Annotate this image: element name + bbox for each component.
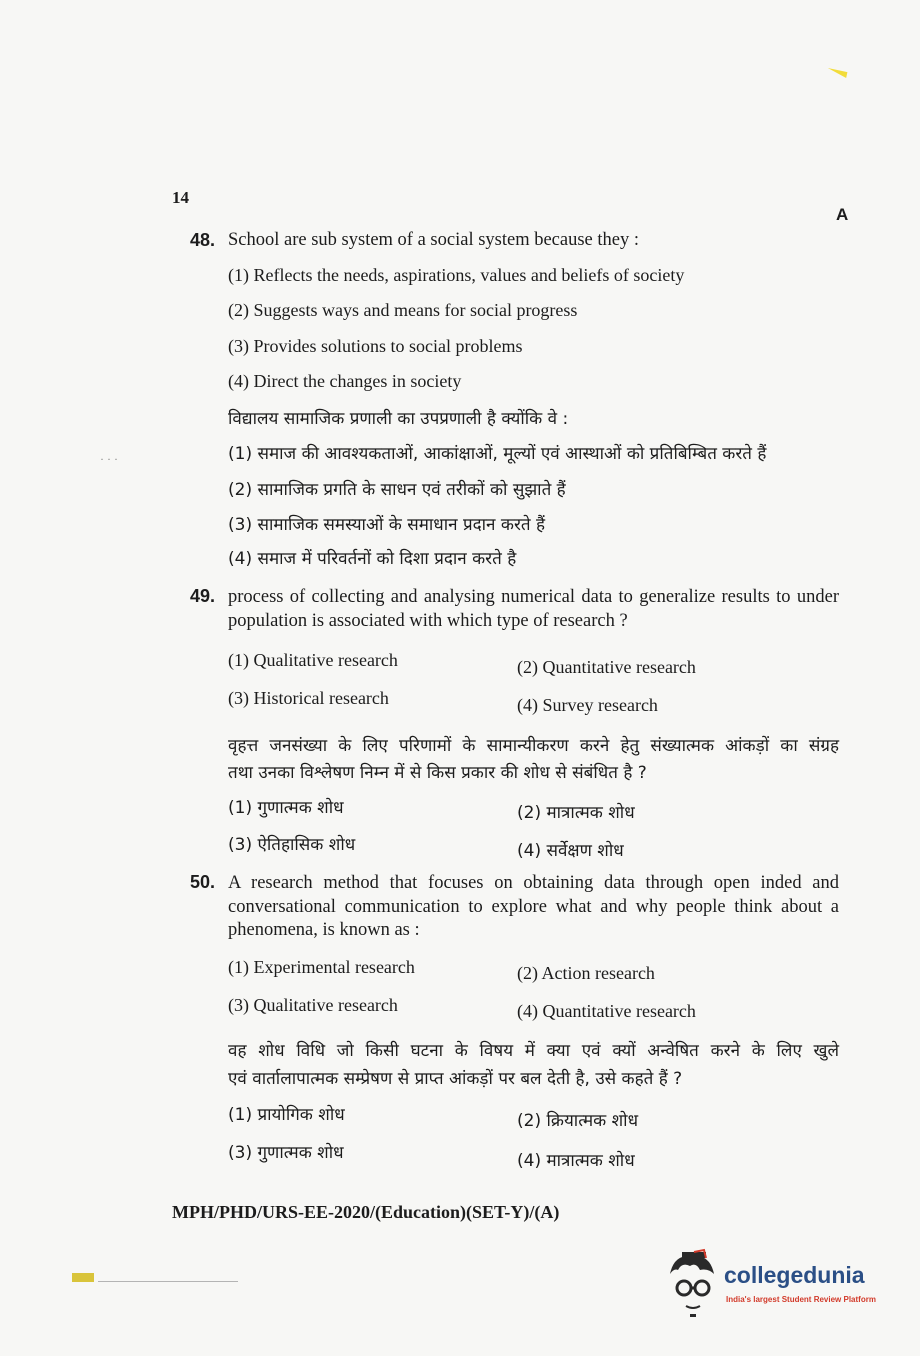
option-1-en: (1) Qualitative research — [228, 650, 398, 670]
corner-highlight-mark — [827, 68, 848, 78]
option-4-en: (4) Survey research — [517, 695, 658, 715]
collegedunia-tagline: India's largest Student Review Platform — [726, 1295, 876, 1304]
option-3-en: (3) Provides solutions to social problems — [228, 336, 523, 356]
option-4-hi: (4) सर्वेक्षण शोध — [517, 841, 624, 861]
option-3-hi: (3) गुणात्मक शोध — [228, 1143, 344, 1163]
question-number: 49. — [190, 586, 216, 606]
option-1-hi: (1) समाज की आवश्यकताओं, आकांक्षाओं, मूल्यों एवं आस्थाओं को प्रतिबिम्बित करते हैं — [228, 444, 767, 464]
question-number: 50. — [190, 872, 216, 892]
scan-specks: · · · — [100, 452, 118, 466]
option-2-en: (2) Suggests ways and means for social progress — [228, 300, 578, 320]
option-3-hi: (3) सामाजिक समस्याओं के समाधान प्रदान करते हैं — [228, 515, 546, 535]
option-1-hi: (1) गुणात्मक शोध — [228, 798, 344, 818]
option-3-hi: (3) ऐतिहासिक शोध — [228, 835, 356, 855]
question-stem-hi-line-1: वृहत्त जनसंख्या के लिए परिणामों के सामान्यीकरण करने हेतु संख्यात्मक आंकड़ों का संग्रह — [228, 736, 839, 756]
set-letter: A — [836, 205, 849, 224]
question-stem-en-line-2: conversational communication to explore what and why people think about a — [228, 897, 839, 917]
option-4-en: (4) Direct the changes in society — [228, 371, 462, 391]
question-stem-hi-line-2: तथा उनका विश्लेषण निम्न में से किस प्रकार की शोध से संबंधित है ? — [228, 763, 647, 783]
option-2-hi: (2) मात्रात्मक शोध — [517, 803, 635, 823]
option-2-en: (2) Action research — [517, 963, 655, 983]
option-1-en: (1) Experimental research — [228, 957, 415, 977]
collegedunia-logo: collegedunia — [724, 1262, 865, 1288]
scan-line — [98, 1281, 238, 1282]
option-2-hi: (2) सामाजिक प्रगति के साधन एवं तरीकों को सुझाते हैं — [228, 480, 566, 500]
collegedunia-mascot-icon — [660, 1248, 724, 1320]
option-4-hi: (4) मात्रात्मक शोध — [517, 1151, 635, 1171]
option-4-hi: (4) समाज में परिवर्तनों को दिशा प्रदान करते है — [228, 549, 517, 569]
option-1-hi: (1) प्रायोगिक शोध — [228, 1105, 345, 1125]
question-stem-en-line-3: phenomena, is known as : — [228, 920, 420, 940]
option-2-en: (2) Quantitative research — [517, 657, 696, 677]
question-stem-en-line-1: process of collecting and analysing numerical data to generalize results to under — [228, 587, 839, 607]
question-stem-hi-line-2: एवं वार्तालापात्मक सम्प्रेषण से प्राप्त आंकड़ों पर बल देती है, उसे कहते हैं ? — [228, 1069, 683, 1089]
page-number: 14 — [172, 188, 189, 207]
yellow-marker-tick — [72, 1273, 94, 1282]
option-2-hi: (2) क्रियात्मक शोध — [517, 1111, 639, 1131]
option-3-en: (3) Historical research — [228, 688, 389, 708]
question-number: 48. — [190, 230, 216, 250]
question-stem-en-line-1: A research method that focuses on obtaining data through open inded and — [228, 873, 839, 893]
option-4-en: (4) Quantitative research — [517, 1001, 696, 1021]
exam-code-footer: MPH/PHD/URS-EE-2020/(Education)(SET-Y)/(A) — [172, 1202, 560, 1222]
question-stem-en-line-2: population is associated with which type of research ? — [228, 611, 628, 631]
option-3-en: (3) Qualitative research — [228, 995, 398, 1015]
question-stem-hi-line-1: वह शोध विधि जो किसी घटना के विषय में क्या एवं क्यों अन्वेषित करने के लिए खुले — [228, 1041, 839, 1061]
option-1-en: (1) Reflects the needs, aspirations, values and beliefs of society — [228, 265, 685, 285]
question-stem-en: School are sub system of a social system because they : — [228, 230, 640, 250]
question-stem-hi: विद्यालय सामाजिक प्रणाली का उपप्रणाली है क्योंकि वे : — [228, 409, 569, 429]
